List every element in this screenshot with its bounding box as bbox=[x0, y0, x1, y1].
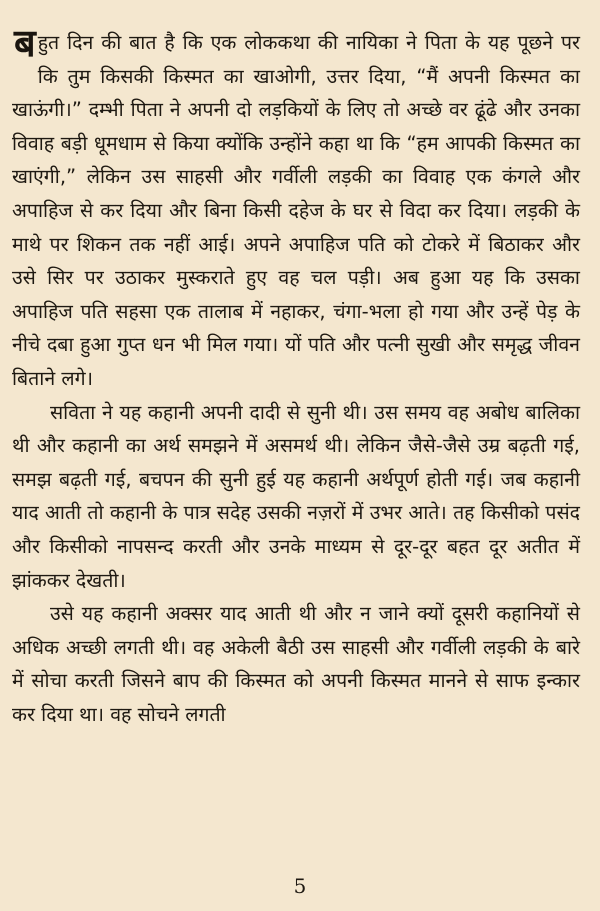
paragraph-1-text: हुत दिन की बात है कि एक लोककथा की नायिका ने पिता के यह पूछने पर कि तुम किसकी किस्मत का खाओगी, उत्तर दिया, “मैं अपनी किस्मत का खाऊंगी।” दम्भी पिता ने अपनी दो लड़कियों के लिए तो अच्छे वर ढूंढे और उनका विवाह बड़ी धूमधाम से किया क्योंकि उन्होंने कहा था कि “हम आपकी किस्मत का खाएंगी,” लेकिन उस साहसी और गर्वीली लड़की का विवाह एक कंगले और अपाहिज से कर दिया और बिना किसी दहेज के घर से विदा कर दिया। लड़की के माथे पर शिकन तक नहीं आई। अपने अपाहिज पति को टोकरे में बिठाकर और उसे सिर पर उठाकर मुस्कराते हुए वह चल पड़ी। अब हुआ यह कि उसका अपाहिज पति सहसा एक तालाब में नहाकर, चंगा-भला हो गया और उन्हें पेड़ के नीचे दबा हुआ गुप्त धन भी मिल गया। यों पति और पत्नी सुखी और समृद्ध जीवन बिताने लगे। bbox=[12, 31, 580, 390]
drop-cap: ब bbox=[14, 20, 36, 65]
paragraph-2: सविता ने यह कहानी अपनी दादी से सुनी थी। उस समय वह अबोध बालिका थी और कहानी का अर्थ समझने में असमर्थ थी। लेकिन जैसे-जैसे उम्र बढ़ती गई, समझ बढ़ती गई, बचपन की सुनी हुई यह कहानी अर्थपूर्ण होती गई। जब कहानी याद आती तो कहानी के पात्र सदेह उसकी नज़रों में उभर आते। तह किसीको पसंद और किसीको नापसन्द करती और उनके माध्यम से दूर-दूर बहत दूर अतीत में झांककर देखती। bbox=[12, 400, 580, 592]
page-number: 5 bbox=[293, 874, 307, 898]
paragraph-1 bbox=[12, 20, 580, 396]
paragraph-3: उसे यह कहानी अक्सर याद आती थी और न जाने क्यों दूसरी कहानियों से अधिक अच्छी लगती थी। वह अकेली बैठी उस साहसी और गर्वीली लड़की के बारे में सोचा करती जिसने बाप की किस्मत को अपनी किस्मत मानने से साफ इन्कार कर दिया था। वह सोचने लगती bbox=[12, 602, 580, 726]
